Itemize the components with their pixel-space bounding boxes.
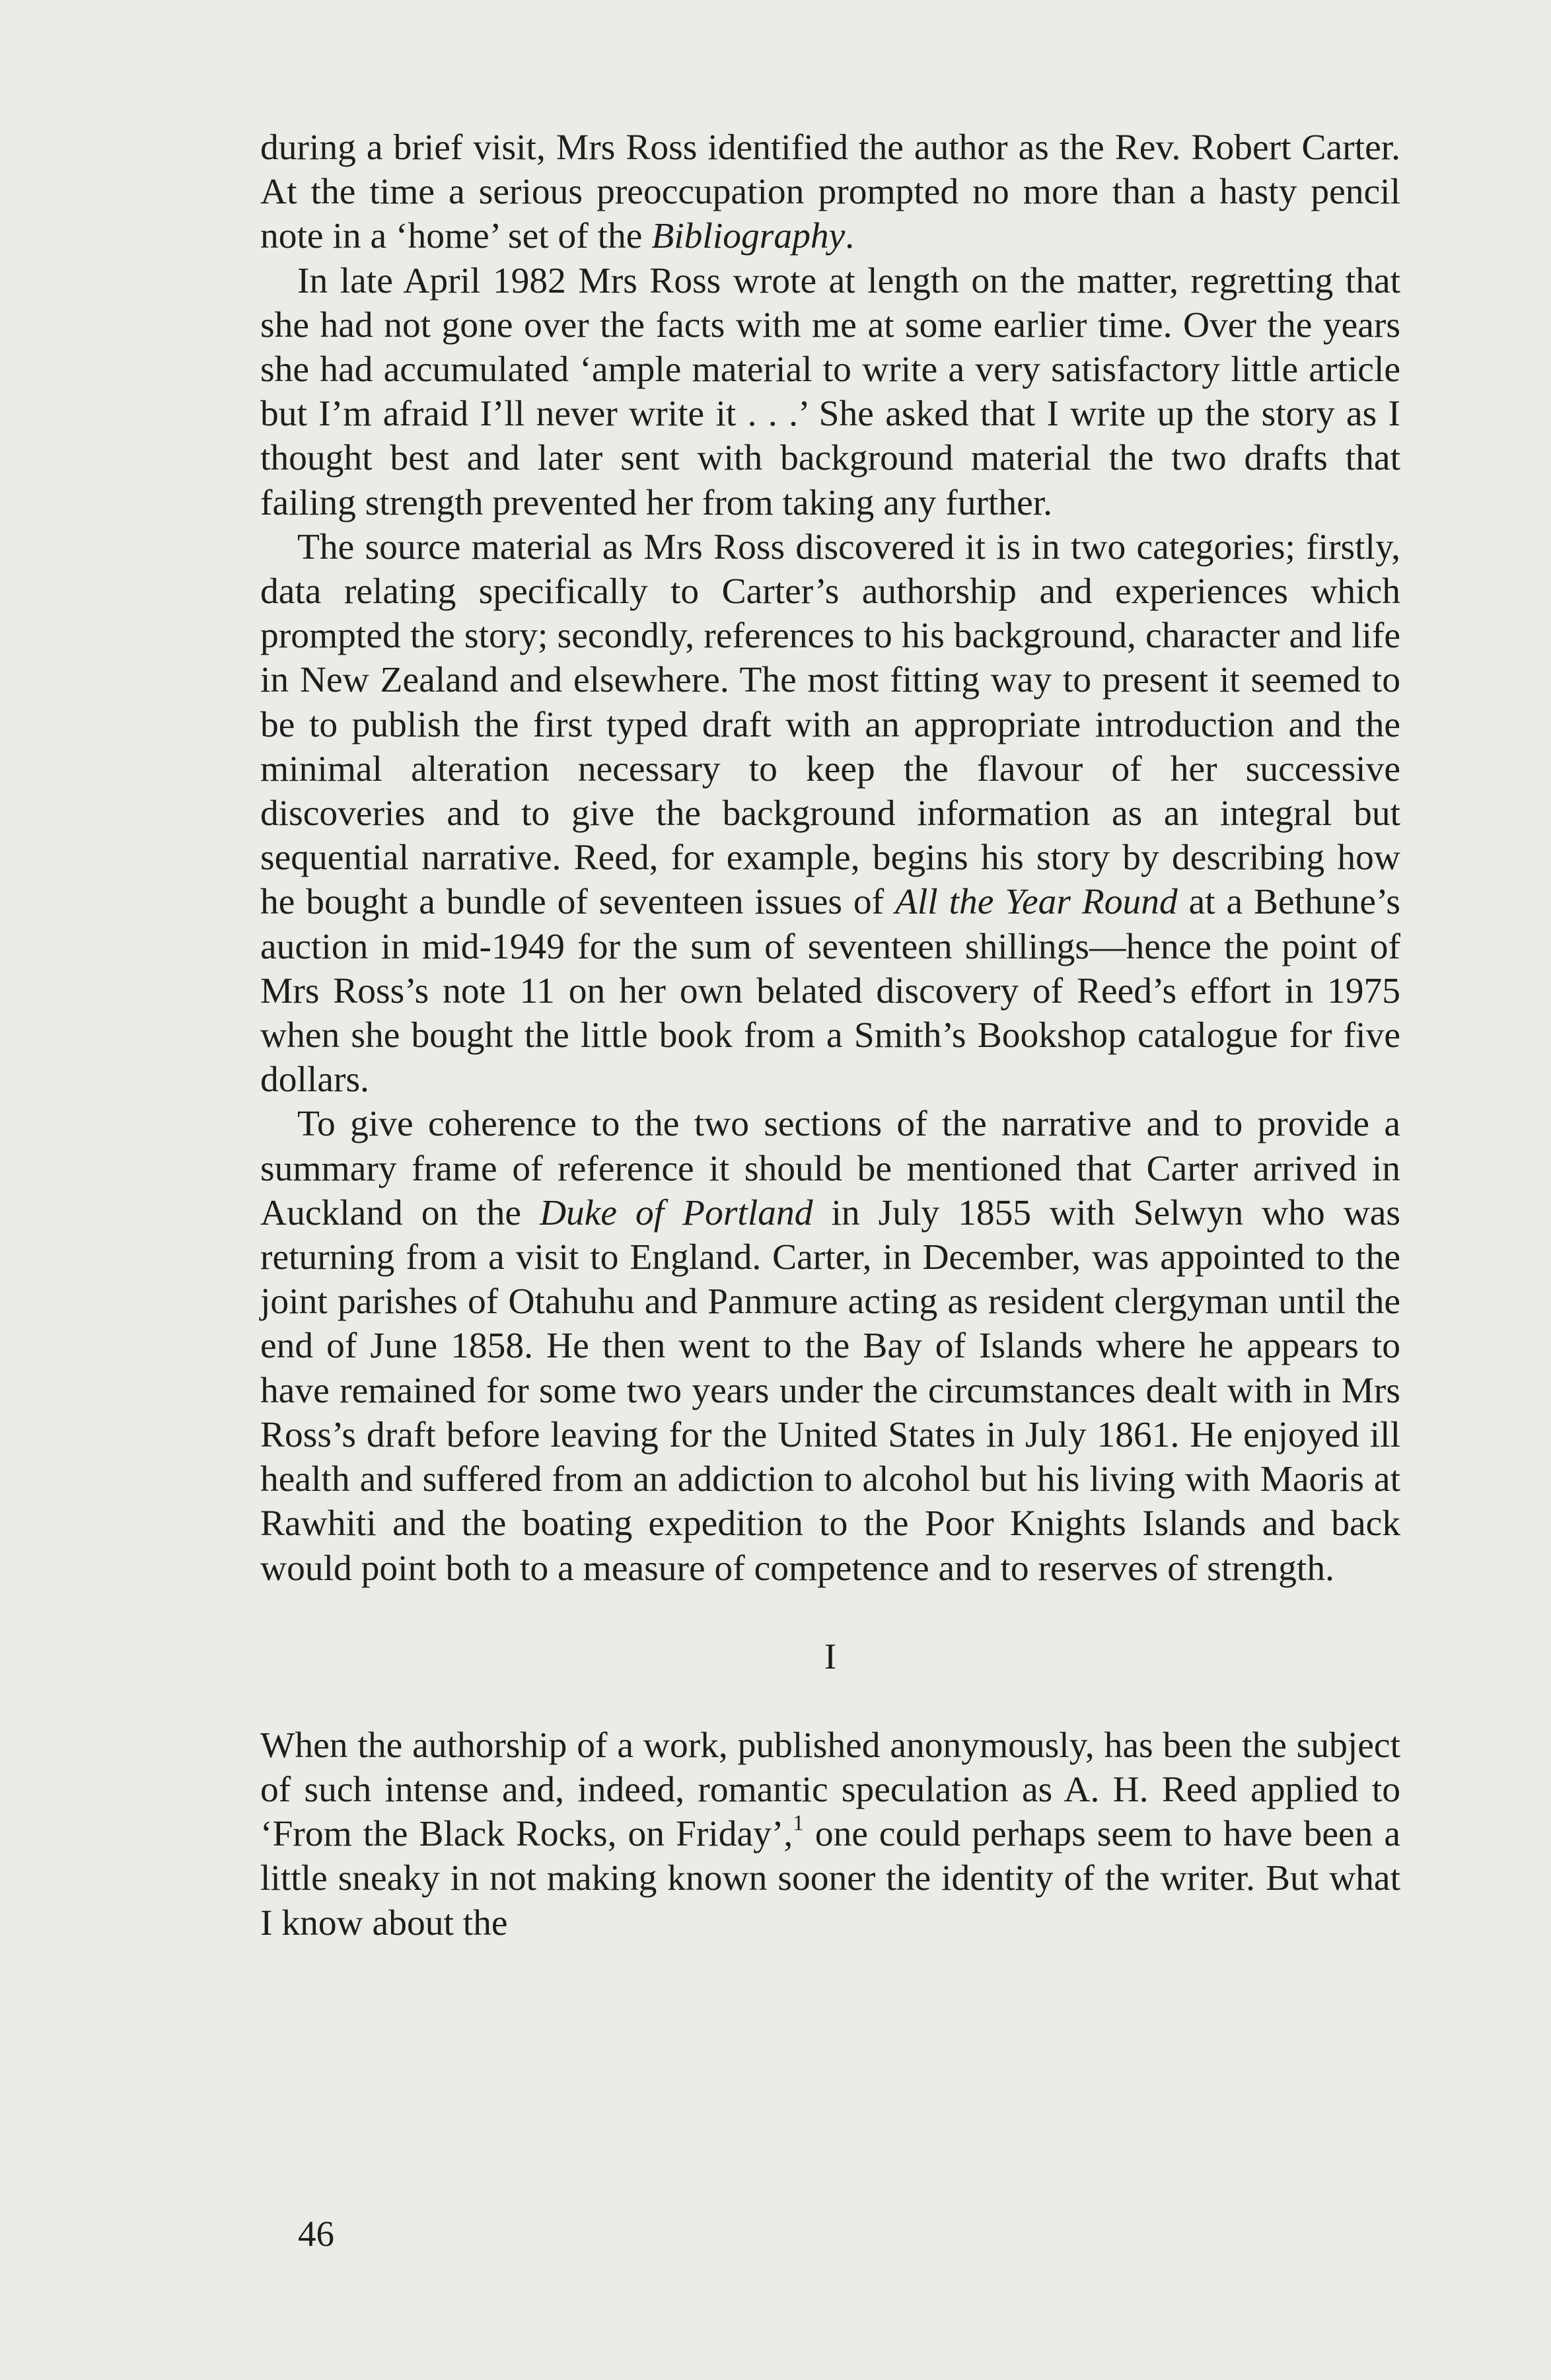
italic-title: All the Year Round <box>894 882 1178 923</box>
paragraphs-after-heading <box>260 1723 1400 1945</box>
text-run: In late April 1982 Mrs Ross wrote at length on the matter, regretting that she had not gone over the facts with me at some earlier time. Over the years she had accumulated ‘ample material to write a very satisfactory little article but I’m afraid I’ll never write it . . .’ She asked that I write up the story as I thought best and later sent with background material the two drafts that failing strength prevented her from taking any further. <box>260 260 1400 523</box>
italic-title: Bibliography <box>651 216 846 257</box>
paragraph <box>260 126 1400 259</box>
section-heading: I <box>824 1636 837 1677</box>
text-run: The source material as Mrs Ross discovered it is in two categories; firstly, data relating specifically to Carter’s authorship and experiences which prompted the story; secondly, references to his background, character and life in New Zealand and elsewhere. The most fitting way to present it seemed to be to publish the first typed draft with an appropriate introduction and the minimal alteration necessary to keep the flavour of her successive discoveries and to give the background information as an integral but sequential narrative. Reed, for example, begins his story by describing how he bought a bundle of seventeen issues of <box>260 526 1400 923</box>
text-run: . <box>845 216 855 257</box>
paragraph <box>260 1723 1400 1945</box>
text-run: To give coherence to the two sections of the narrative and to provide a summary frame of reference it should be mentioned that Carter arrived in Auckland on the <box>260 1104 1400 1233</box>
text-run: in July 1855 with Selwyn who was returning from a visit to England. Carter, in December, was appointed to the joint parishes of Otahuhu and Panmure acting as resident clergyman until the end of June 1858. He then went to the Bay of Islands where he appears to have remained for some two years under the circumstances dealt with in Mrs Ross’s draft before leaving for the United States in July 1861. He enjoyed ill health and suffered from an addiction to alcohol but his living with Maoris at Rawhiti and the boating expedition to the Poor Knights Islands and back would point both to a measure of competence and to reserves of strength. <box>260 1192 1401 1589</box>
text-run: during a brief visit, Mrs Ross identified the author as the Rev. Robert Carter. At the time a serious preoccupation prompted no more than a hasty pencil note in a ‘home’ set of the <box>260 127 1400 257</box>
paragraph <box>260 259 1400 525</box>
body-text <box>260 126 1400 1945</box>
page-number: 46 <box>298 2214 334 2254</box>
text-run: at a Bethune’s auction in mid-1949 for the sum of seventeen shillings—hence the point of Mrs Ross’s note 11 on her own belated discovery of Reed’s effort in 1975 when she bought the little book from a Smith’s Bookshop catalogue for five dollars. <box>260 882 1401 1100</box>
text-run: When the authorship of a work, published anonymously, has been the subject of such intense and, indeed, romantic speculation as A. H. Reed applied to ‘From the Black Rocks, on Friday’, <box>260 1725 1400 1855</box>
text-run: one could perhaps seem to have been a little sneaky in not making known sooner the identity of the writer. But what I know about the <box>260 1814 1400 1943</box>
italic-title: Duke of Portland <box>539 1192 813 1233</box>
footnote-reference: 1 <box>793 1811 804 1836</box>
paragraph <box>260 1102 1400 1590</box>
paragraphs-before-heading <box>260 126 1400 1591</box>
paragraph <box>260 525 1400 1102</box>
